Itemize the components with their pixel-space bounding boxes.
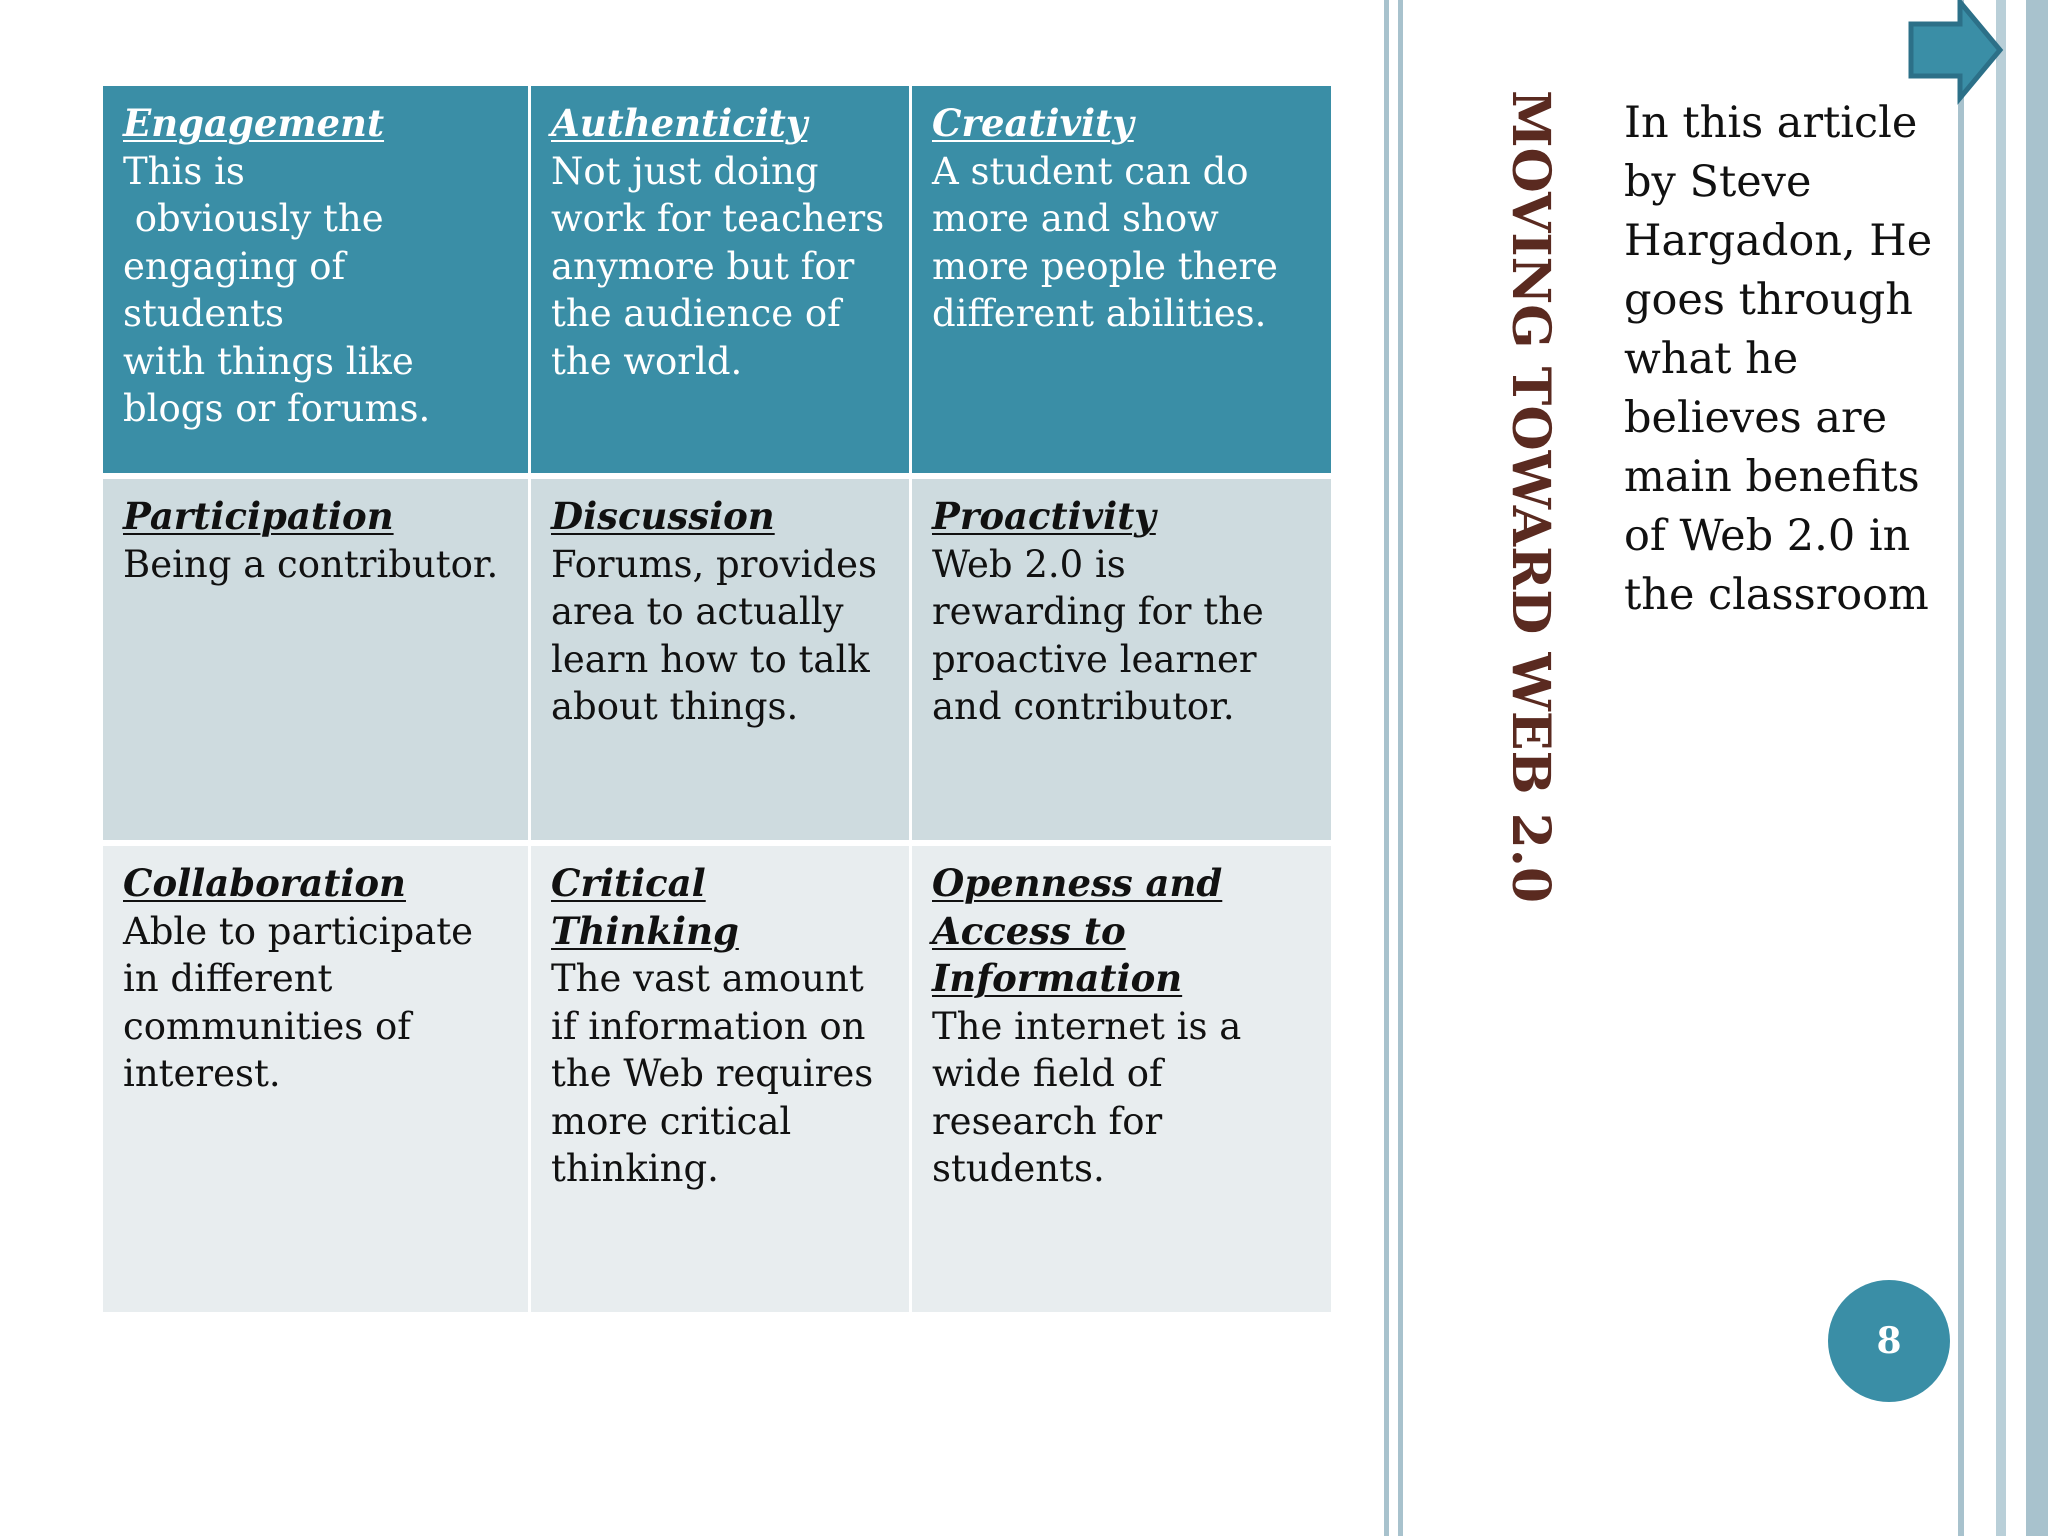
divider-line (1384, 0, 1389, 1536)
divider-line (1958, 0, 1964, 1536)
divider-line (1996, 0, 2006, 1536)
cell-authenticity (531, 86, 912, 479)
cell-body: Being a contributor. (123, 542, 499, 586)
right-arrow-icon (1908, 0, 2004, 112)
page-number-badge (1828, 1280, 1950, 1402)
cell-title: Authenticity (551, 101, 808, 145)
cell-title: Critical Thinking (551, 861, 739, 953)
cell-title: Discussion (551, 494, 775, 538)
cell-collaboration (103, 846, 531, 1312)
cell-discussion (531, 479, 912, 846)
cell-creativity (912, 86, 1331, 479)
cell-body: This is obviously the engaging of students with things like blogs or forums. (123, 149, 431, 430)
cell-body: The internet is a wide field of research for students. (932, 1004, 1242, 1190)
cell-body: The vast amount if information on the Web requires more critical thinking. (551, 957, 874, 1190)
slide-title: MOVING TOWARD WEB 2.0 (1500, 90, 1561, 904)
cell-title: Proactivity (932, 494, 1156, 538)
cell-openness (912, 846, 1331, 1312)
cell-title: Engagement (123, 101, 385, 145)
cell-body: A student can do more and show more people there different abilities. (932, 149, 1278, 335)
divider-line (2026, 0, 2048, 1536)
cell-body: Forums, provides area to actually learn how to talk about things. (551, 542, 877, 728)
benefits-grid (103, 86, 1331, 1312)
article-summary: In this article by Steve Hargadon, He goes through what he believes are main benefits of Web 2.0 in the classroom (1624, 98, 1933, 620)
cell-title: Participation (123, 494, 394, 538)
cell-title: Creativity (932, 101, 1134, 145)
cell-critical-thinking (531, 846, 912, 1312)
divider-line (1398, 0, 1403, 1536)
cell-proactivity (912, 479, 1331, 846)
cell-participation (103, 479, 531, 846)
cell-body: Web 2.0 is rewarding for the proactive learner and contributor. (932, 542, 1264, 728)
page-number: 8 (1876, 1320, 1902, 1362)
cell-body: Able to participate in different communities of interest. (123, 909, 474, 1095)
cell-title: Collaboration (123, 861, 406, 905)
cell-title: Openness and Access to Information (932, 861, 1223, 1000)
cell-body: Not just doing work for teachers anymore but for the audience of the world. (551, 149, 885, 383)
cell-engagement (103, 86, 531, 479)
